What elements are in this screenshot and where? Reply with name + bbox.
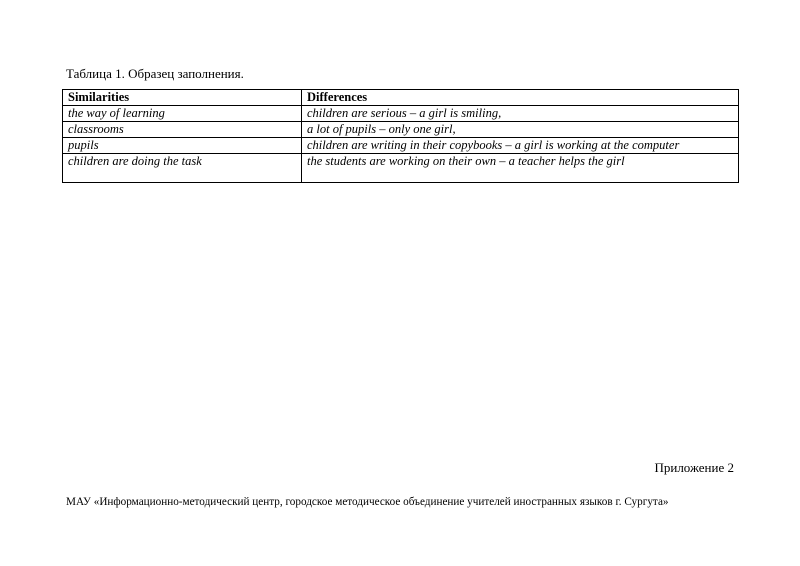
similarity-cell: children are doing the task xyxy=(63,154,302,183)
table-row xyxy=(63,154,739,183)
table-caption: Таблица 1. Образец заполнения. xyxy=(66,66,244,81)
appendix-label: Приложение 2 xyxy=(654,460,734,475)
header-similarities: Similarities xyxy=(63,90,302,106)
difference-cell: children are writing in their copybooks – a girl is working at the computer xyxy=(302,138,739,154)
difference-cell: the students are working on their own – a teacher helps the girl xyxy=(302,154,739,183)
difference-cell: a lot of pupils – only one girl, xyxy=(302,122,739,138)
similarity-cell: the way of learning xyxy=(63,106,302,122)
difference-cell: children are serious – a girl is smiling, xyxy=(302,106,739,122)
table-row xyxy=(63,122,739,138)
table-row xyxy=(63,106,739,122)
table-row xyxy=(63,138,739,154)
similarity-cell: pupils xyxy=(63,138,302,154)
comparison-table xyxy=(62,89,739,183)
similarity-cell: classrooms xyxy=(63,122,302,138)
header-differences: Differences xyxy=(302,90,739,106)
page-footer: МАУ «Информационно-методический центр, городское методическое объединение учителей иностранных языков г. Сургута» xyxy=(66,496,669,508)
table-header-row xyxy=(63,90,739,106)
